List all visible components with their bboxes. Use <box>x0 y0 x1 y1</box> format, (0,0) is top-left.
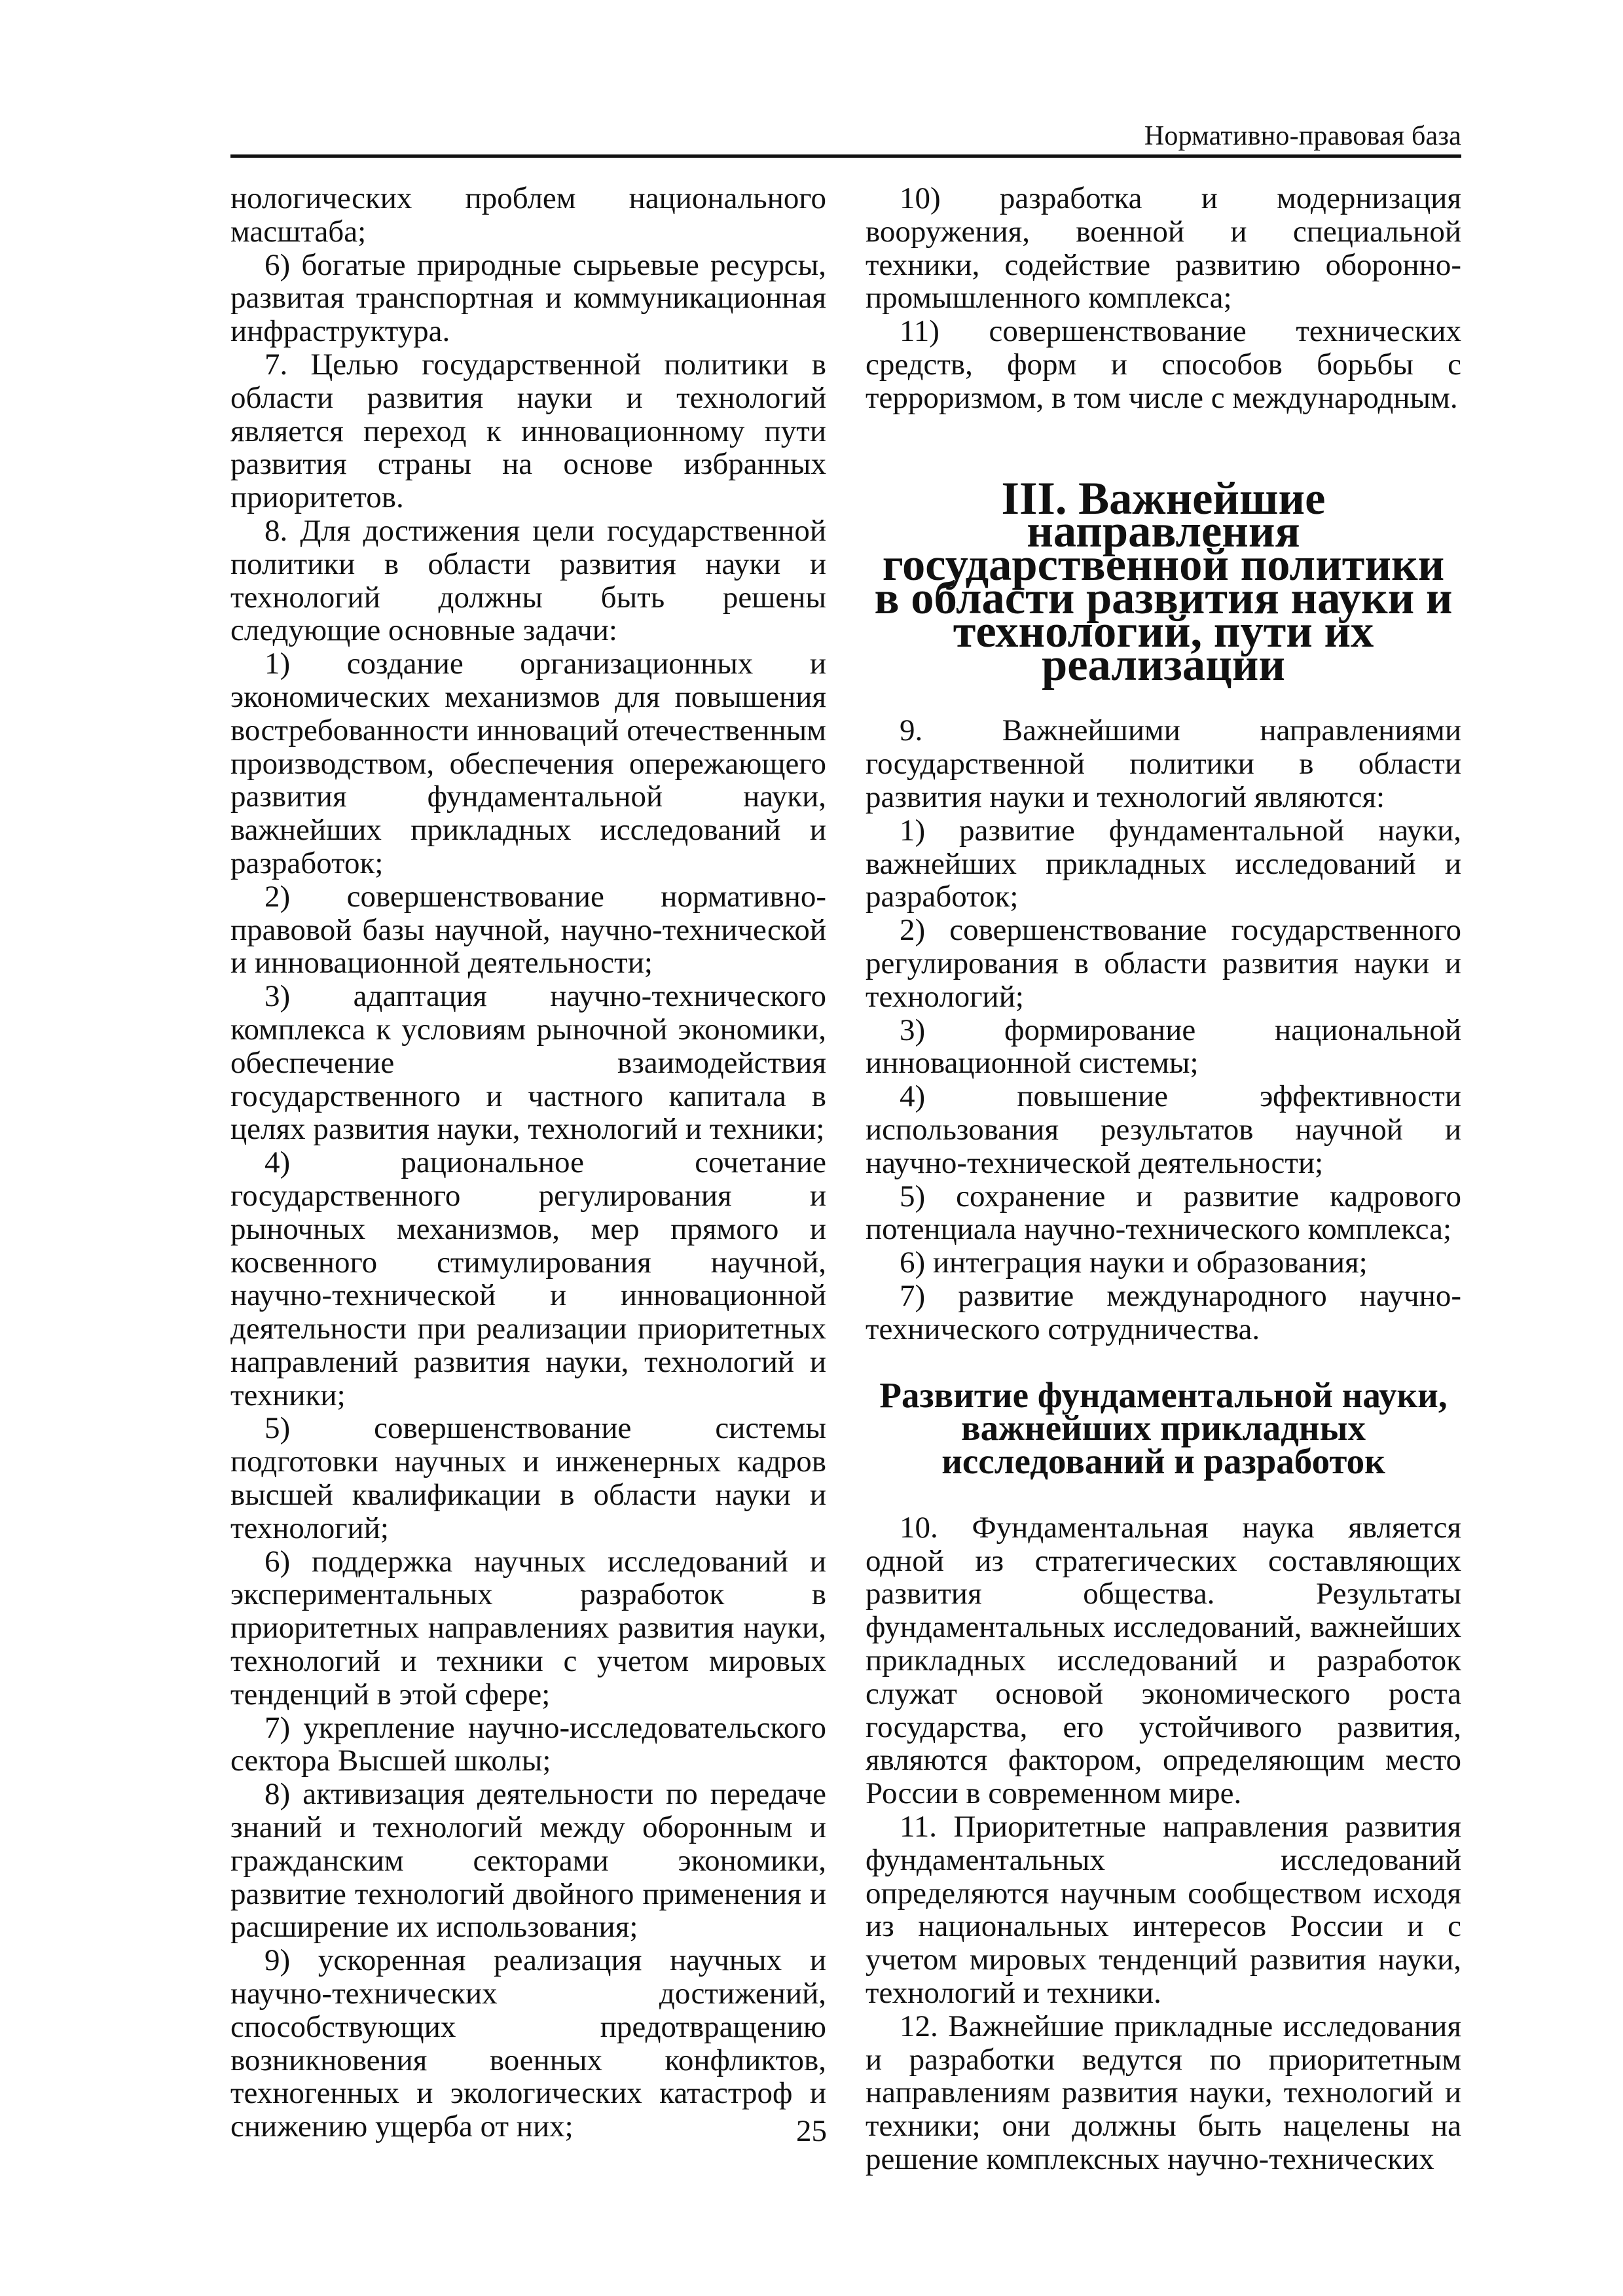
task-item-9: 9) ускоренная реализация научных и научно-технических достижений, способствующих предотвращению возникновения военных конфликтов, техногенных и экологических катастроф и снижению ущерба от них; <box>230 1943 826 2144</box>
section-heading: III. Важнейшие направления государственной политики в области развития науки и технологий, пути их реализации <box>874 473 1453 691</box>
paragraph-9: 9. Важнейшими направлениями государственной политики в области развития науки и технологий являются: <box>866 713 1461 814</box>
subsection-spacer <box>866 1346 1461 1379</box>
direction-item-7: 7) развитие международного научно-технического сотрудничества. <box>866 1278 1461 1346</box>
paragraph-10: 10. Фундаментальная наука является одной из стратегических составляющих развития общества. Результаты фундаментальных исследований, важнейших прикладных исследований и разработок служат основой экономического роста государства, его устойчивого развития, являются фактором, определяющим место России в современном мире. <box>866 1510 1461 1811</box>
subsection-heading: Развитие фундаментальной науки, важнейших прикладных исследований и разработок <box>879 1374 1448 1482</box>
task-item-3: 3) адаптация научно-технического комплекса к условиям рыночной экономики, обеспечение взаимодействия государственного и частного капитала в целях развития науки, технологий и техники; <box>230 979 826 1147</box>
task-item-5: 5) совершенствование системы подготовки научных и инженерных кадров высшей квалификации в области науки и технологий; <box>230 1411 826 1545</box>
paragraph-11: 11. Приоритетные направления развития фундаментальных исследований определяются научным сообществом исходя из национальных интересов России и с учетом мировых тенденций развития науки, технологий и техники. <box>866 1810 1461 2011</box>
subheading-spacer <box>866 1479 1461 1511</box>
task-item-1: 1) создание организационных и экономических механизмов для повышения востребованности инноваций отечественным производством, обеспечения опережающего развития фундаментальной науки, важнейших прикладных исследований и разработок; <box>230 647 826 880</box>
direction-item-3: 3) формирование национальной инновационной системы; <box>866 1013 1461 1081</box>
task-item-2: 2) совершенствование нормативно-правовой базы научной, научно-технической и инновационной деятельности; <box>230 879 826 980</box>
page-number: 25 <box>796 2114 827 2148</box>
direction-item-5: 5) сохранение и развитие кадрового потенциала научно-технического комплекса; <box>866 1179 1461 1247</box>
task-item-6: 6) поддержка научных исследований и экспериментальных разработок в приоритетных направлениях развития науки, технологий и техники с учетом мировых тенденций в этой сфере; <box>230 1544 826 1712</box>
section-spacer <box>866 415 1461 482</box>
task-item-7: 7) укрепление научно-исследовательского сектора Высшей школы; <box>230 1710 826 1778</box>
direction-item-6: 6) интеграция науки и образования; <box>900 1246 1368 1280</box>
left-column <box>230 182 826 2144</box>
task-item-10: 10) разработка и модернизация вооружения, военной и специальной техники, содействие развитию оборонно-промышленного комплекса; <box>866 181 1461 315</box>
task-item-11: 11) совершенствование технических средств, форм и способов борьбы с терроризмом, в том числе с международным. <box>866 314 1461 415</box>
list-item-6: 6) богатые природные сырьевые ресурсы, развитая транспортная и коммуникационная инфраструктура. <box>230 247 826 349</box>
paragraph-7: 7. Целью государственной политики в области развития науки и технологий является переход к инновационному пути развития страны на основе избранных приоритетов. <box>230 347 826 515</box>
task-item-4: 4) рациональное сочетание государственного регулирования и рыночных механизмов, мер прямого и косвенного стимулирования научной, научно-технической и инновационной деятельности при реализации приоритетных направлений развития науки, технологий и техники; <box>230 1145 826 1412</box>
direction-item-1: 1) развитие фундаментальной науки, важнейших прикладных исследований и разработок; <box>866 813 1461 914</box>
right-column <box>866 182 1461 2176</box>
running-title: Нормативно-правовая база <box>1144 121 1461 151</box>
page-header <box>230 121 1461 158</box>
direction-item-4: 4) повышение эффективности использования результатов научной и научно-технической деятельности; <box>866 1079 1461 1180</box>
direction-item-2: 2) совершенствование государственного регулирования в области развития науки и технологий; <box>866 913 1461 1014</box>
task-item-8: 8) активизация деятельности по передаче знаний и технологий между оборонным и гражданским секторами экономики, развитие технологий двойного применения и расширение их использования; <box>230 1777 826 1945</box>
paragraph-continued: нологических проблем национального масштаба; <box>230 181 826 249</box>
paragraph-8: 8. Для достижения цели государственной политики в области развития науки и технологий должны быть решены следующие основные задачи: <box>230 513 826 648</box>
paragraph-12: 12. Важнейшие прикладные исследования и разработки ведутся по приоритетным направлениям развития науки, технологий и техники; они должны быть нацелены на решение комплексных научно-технических <box>866 2009 1461 2177</box>
